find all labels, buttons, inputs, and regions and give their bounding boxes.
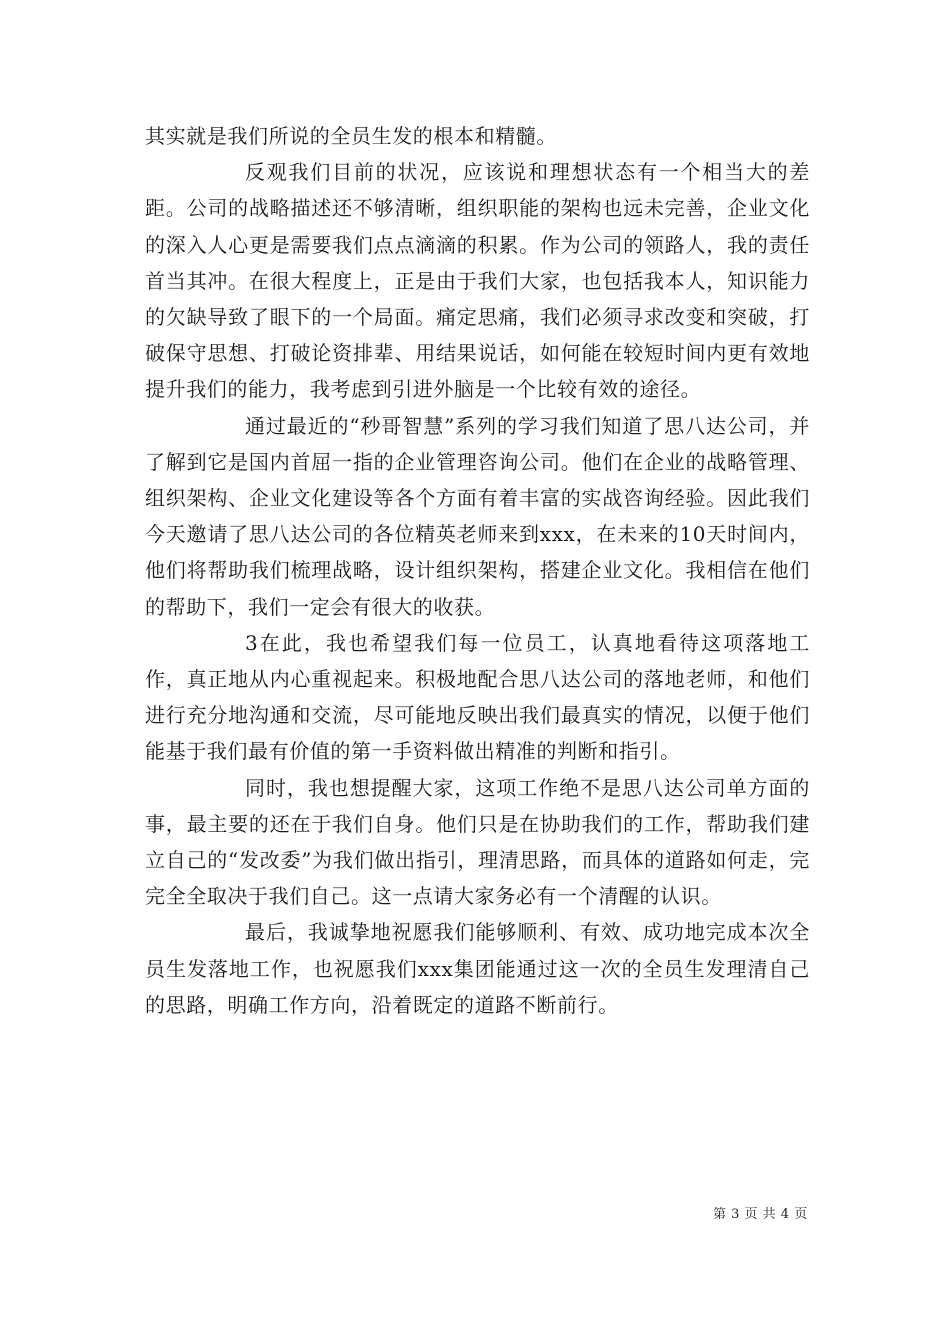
paragraph-current-status: 反观我们目前的状况，应该说和理想状态有一个相当大的差距。公司的战略描述还不够清晰，组织职能的架构也远未完善，企业文化的深入人心更是需要我们点点滴滴的积累。作为公司的领路人，我的责任首当其冲。在很大程度上，正是由于我们大家，也包括我本人，知识能力的欠缺导致了眼下的一个局面。痛定思痛，我们必须寻求改变和突破，打破保守思想、打破论资排辈、用结果说话，如何能在较短时间内更有效地提升我们的能力，我考虑到引进外脑是一个比较有效的途径。: [145, 160, 810, 402]
page-number-footer: 第 3 页 共 4 页: [713, 1207, 808, 1222]
paragraph-reminder: 同时，我也想提醒大家，这项工作绝不是思八达公司单方面的事，最主要的还在于我们自身。他们只是在协助我们的工作，帮助我们建立自己的“发改委”为我们做出指引，理清思路，而具体的道路如何走，完完全全取决于我们自己。这一点请大家务必有一个清醒的认识。: [145, 775, 810, 909]
paragraph-employee-expectation: 3在此，我也希望我们每一位员工，认真地看待这项落地工作，真正地从内心重视起来。积极地配合思八达公司的落地老师，和他们进行充分地沟通和交流，尽可能地反映出我们最真实的情况，以便于他们能基于我们最有价值的第一手资料做出精准的判断和指引。: [145, 630, 810, 764]
paragraph-continuation: 其实就是我们所说的全员生发的根本和精髓。: [145, 124, 557, 148]
paragraph-closing-wishes: 最后，我诚挚地祝愿我们能够顺利、有效、成功地完成本次全员生发落地工作，也祝愿我们xxx集团能通过这一次的全员生发理清自己的思路，明确工作方向，沿着既定的道路不断前行。: [145, 920, 810, 1017]
document-body: [145, 118, 810, 1023]
paragraph-consulting-intro: 通过最近的“秒哥智慧”系列的学习我们知道了思八达公司，并了解到它是国内首屈一指的企业管理咨询公司。他们在企业的战略管理、组织架构、企业文化建设等各个方面有着丰富的实战咨询经验。因此我们今天邀请了思八达公司的各位精英老师来到xxx，在未来的10天时间内，他们将帮助我们梳理战略，设计组织架构，搭建企业文化。我相信在他们的帮助下，我们一定会有很大的收获。: [145, 413, 810, 619]
